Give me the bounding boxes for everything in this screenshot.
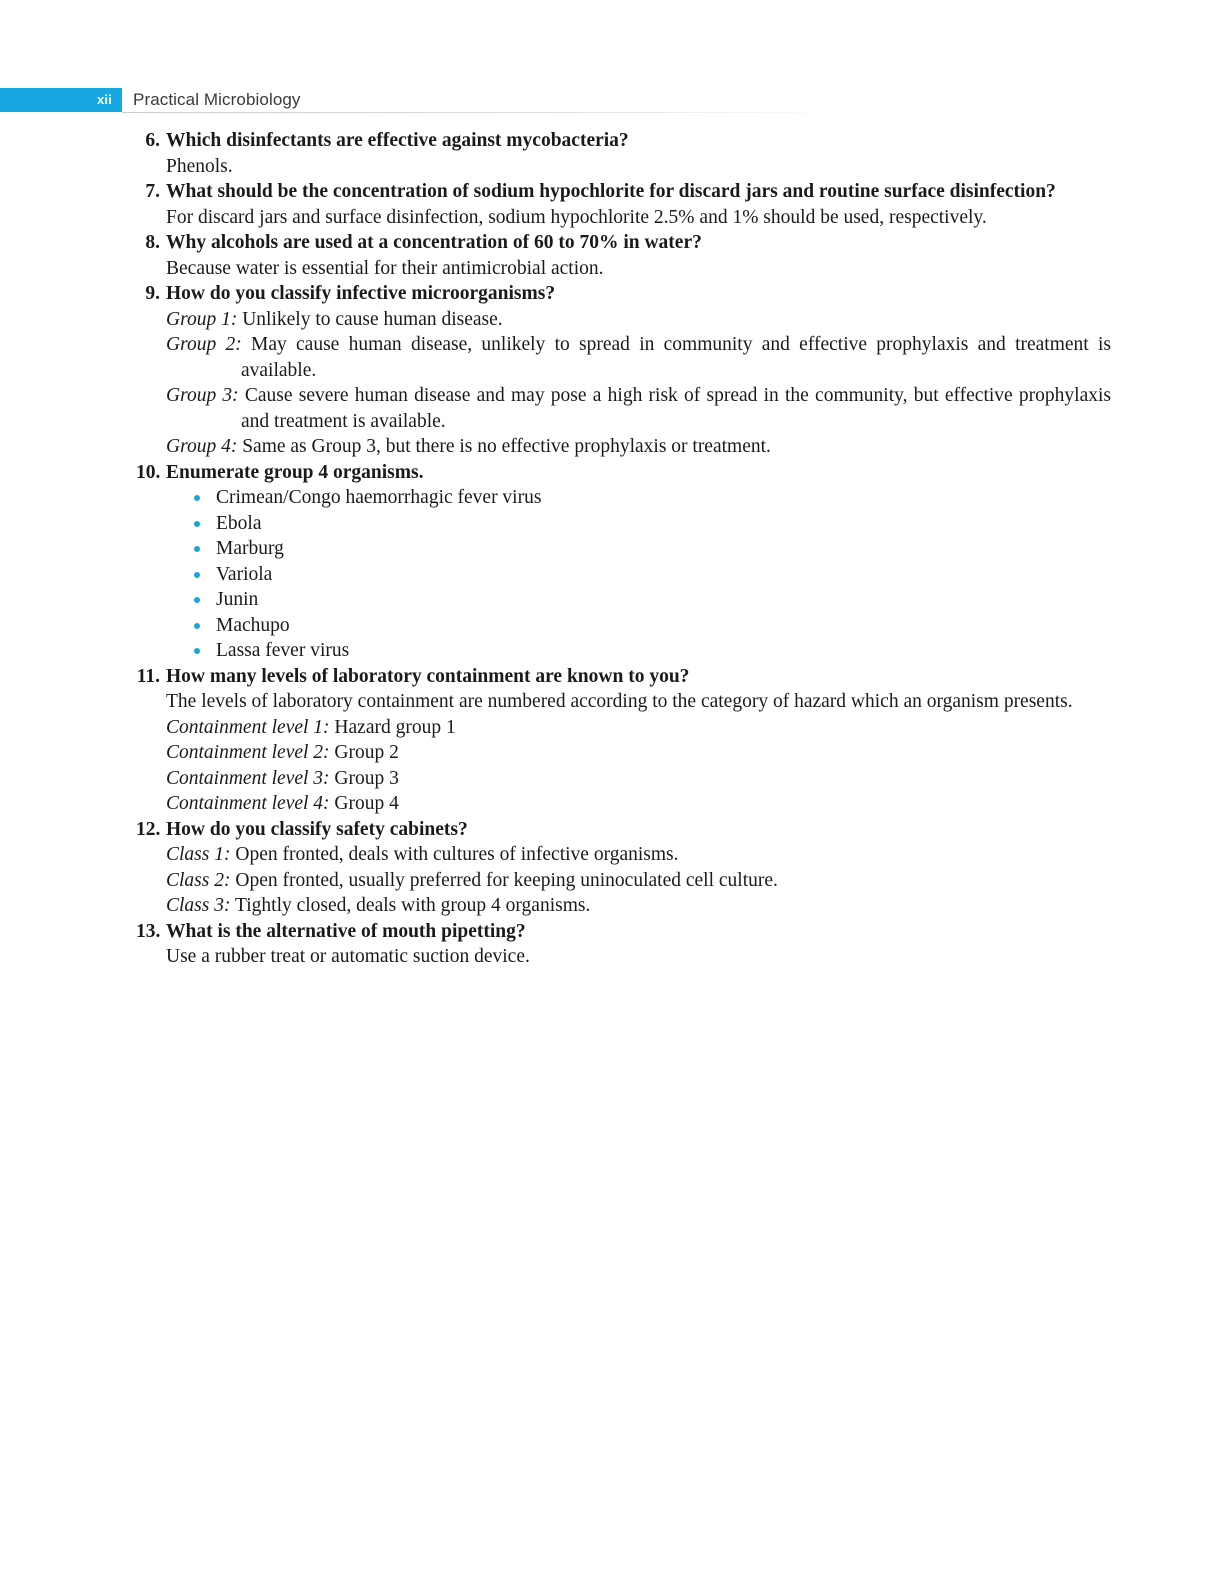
qa-item-question: What should be the concentration of sodium hypochlorite for discard jars and routine surface disinfection? xyxy=(166,181,1056,202)
bullet-list-item-label: Junin xyxy=(216,589,259,610)
qa-item-question: How do you classify safety cabinets? xyxy=(166,818,468,840)
definition-text: Cause severe human disease and may pose a high risk of spread in the community, but effective prophylaxis and treatment is available. xyxy=(238,385,1111,432)
qa-item xyxy=(136,919,1111,970)
bullet-dot-icon xyxy=(194,648,200,654)
qa-item-number: 9. xyxy=(145,283,160,304)
definition-text: Group 4 xyxy=(329,793,399,814)
definition-label: Containment level 3: xyxy=(166,767,330,789)
bullet-list xyxy=(166,485,1111,664)
definition-text: May cause human disease, unlikely to spread in community and effective prophylaxis and treatment is available. xyxy=(241,334,1111,381)
qa-item xyxy=(136,460,1111,664)
definition-text: Open fronted, usually preferred for keeping uninoculated cell culture. xyxy=(230,869,778,891)
bullet-dot-icon xyxy=(194,521,200,527)
definition-label: Class 3: xyxy=(166,895,231,916)
bullet-list-item-label: Crimean/Congo haemorrhagic fever virus xyxy=(216,487,542,508)
qa-item xyxy=(136,128,1111,179)
definition-label: Class 1: xyxy=(166,844,231,865)
qa-item xyxy=(136,179,1111,230)
qa-item-question: How do you classify infective microorganisms? xyxy=(166,283,556,304)
definition-text: Group 2 xyxy=(329,742,399,763)
bullet-list-item xyxy=(192,638,1111,664)
definition-list xyxy=(166,715,1111,817)
bullet-dot-icon xyxy=(194,597,200,603)
definition-line xyxy=(166,307,1111,333)
definition-label: Group 4: xyxy=(166,436,238,457)
bullet-list-item-label: Lassa fever virus xyxy=(216,640,350,661)
bullet-list-item-label: Variola xyxy=(216,563,273,585)
bullet-dot-icon xyxy=(194,623,200,629)
qa-item-number: 8. xyxy=(145,232,160,253)
definition-list xyxy=(166,842,1111,919)
definition-list xyxy=(166,307,1111,460)
definition-line xyxy=(166,842,1111,868)
qa-item-number: 13. xyxy=(136,920,161,942)
definition-label: Group 1: xyxy=(166,308,238,330)
bullet-list-item-label: Ebola xyxy=(216,512,262,534)
qa-item xyxy=(136,664,1111,817)
qa-item-number: 11. xyxy=(136,665,160,687)
definition-label: Group 3: xyxy=(166,385,239,406)
qa-item-answer: The levels of laboratory containment are numbered according to the category of hazard which an organism presents. xyxy=(166,691,1073,712)
definition-text: Unlikely to cause human disease. xyxy=(237,308,503,330)
definition-line xyxy=(166,868,1111,894)
definition-text: Hazard group 1 xyxy=(329,716,456,738)
bullet-list-item xyxy=(192,613,1111,639)
definition-text: Same as Group 3, but there is no effective prophylaxis or treatment. xyxy=(237,436,771,457)
definition-line xyxy=(166,766,1111,792)
qa-item xyxy=(136,817,1111,919)
header-divider xyxy=(122,112,852,113)
bullet-dot-icon xyxy=(194,572,200,578)
bullet-list-item-label: Marburg xyxy=(216,538,284,559)
qa-item-number: 12. xyxy=(136,818,161,840)
qa-item-number: 7. xyxy=(145,181,160,202)
page-number: xii xyxy=(96,92,112,107)
bullet-list-item xyxy=(192,587,1111,613)
definition-label: Containment level 4: xyxy=(166,793,330,814)
definition-label: Class 2: xyxy=(166,869,231,891)
qa-item-question: Enumerate group 4 organisms. xyxy=(166,461,424,483)
qa-item-number: 10. xyxy=(136,461,161,483)
qa-item-answer: Use a rubber treat or automatic suction device. xyxy=(166,946,530,967)
bullet-dot-icon xyxy=(194,546,200,552)
definition-line xyxy=(166,893,1111,919)
bullet-dot-icon xyxy=(194,495,200,501)
definition-line xyxy=(166,791,1111,817)
definition-label: Containment level 1: xyxy=(166,716,330,738)
question-answer-list xyxy=(136,128,1111,970)
qa-item-answer: For discard jars and surface disinfection, sodium hypochlorite 2.5% and 1% should be used, respectively. xyxy=(166,206,987,228)
bullet-list-item xyxy=(192,536,1111,562)
qa-item-number: 6. xyxy=(145,130,160,151)
bullet-list-item xyxy=(192,511,1111,537)
qa-item-answer: Phenols. xyxy=(166,155,233,177)
definition-text: Open fronted, deals with cultures of infective organisms. xyxy=(230,844,679,865)
definition-text: Group 3 xyxy=(329,767,399,789)
qa-item-answer: Because water is essential for their antimicrobial action. xyxy=(166,257,604,279)
definition-line xyxy=(166,740,1111,766)
definition-line xyxy=(166,383,1111,434)
page-running-head xyxy=(0,88,1214,112)
definition-label: Group 2: xyxy=(166,334,242,355)
definition-label: Containment level 2: xyxy=(166,742,330,763)
definition-text: Tightly closed, deals with group 4 organisms. xyxy=(230,895,591,916)
qa-item-question: Why alcohols are used at a concentration of 60 to 70% in water? xyxy=(166,232,702,253)
bullet-list-item-label: Machupo xyxy=(216,614,290,636)
definition-line xyxy=(166,434,1111,460)
bullet-list-item xyxy=(192,562,1111,588)
bullet-list-item xyxy=(192,485,1111,511)
qa-item xyxy=(136,281,1111,460)
book-title: Practical Microbiology xyxy=(133,90,301,109)
definition-line xyxy=(166,332,1111,383)
qa-item-question: Which disinfectants are effective against mycobacteria? xyxy=(166,130,629,151)
qa-item xyxy=(136,230,1111,281)
qa-item-question: How many levels of laboratory containment are known to you? xyxy=(166,665,690,687)
definition-line xyxy=(166,715,1111,741)
qa-item-question: What is the alternative of mouth pipetting? xyxy=(166,920,526,942)
